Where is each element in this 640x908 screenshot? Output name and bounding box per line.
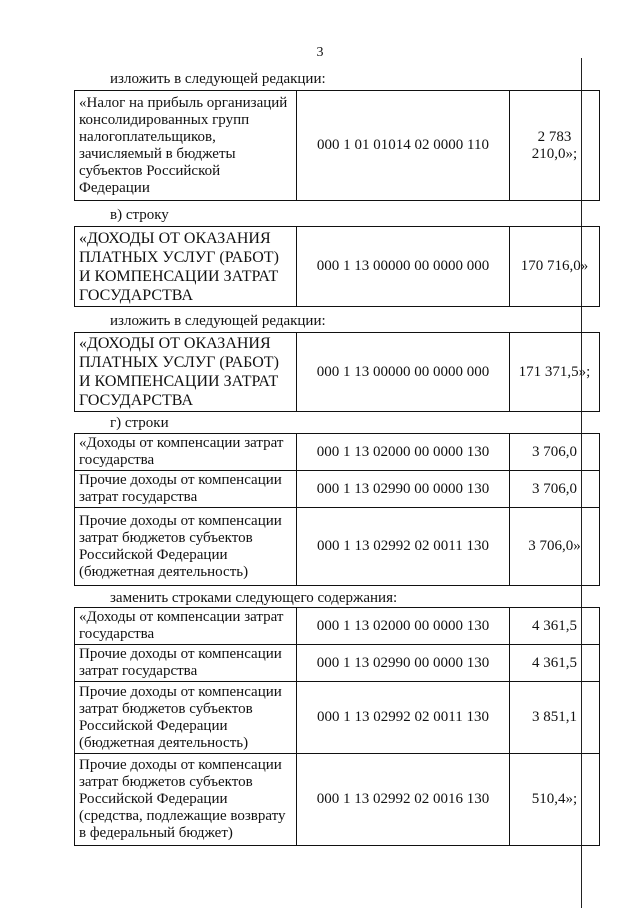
row-value: 4 361,5 xyxy=(510,608,600,645)
row-value: 171 371,5»; xyxy=(510,333,600,412)
row-name: Прочие доходы от компенсации затрат государства xyxy=(75,645,297,682)
row-name: «ДОХОДЫ ОТ ОКАЗАНИЯ ПЛАТНЫХ УСЛУГ (РАБОТ) И КОМПЕНСАЦИИ ЗАТРАТ ГОСУДАРСТВА xyxy=(75,333,297,412)
revenue-table xyxy=(74,607,600,846)
page-number: 3 xyxy=(316,45,324,60)
row-value: 3 706,0 xyxy=(510,434,600,471)
row-value: 510,4»; xyxy=(510,754,600,846)
revenue-table xyxy=(74,433,600,586)
revenue-table xyxy=(74,90,600,201)
row-name: «Доходы от компенсации затрат государства xyxy=(75,608,297,645)
table-row xyxy=(75,91,600,201)
row-value: 4 361,5 xyxy=(510,645,600,682)
row-name: Прочие доходы от компенсации затрат бюджетов субъектов Российской Федерации (средства, подлежащие возврату в федеральный бюджет) xyxy=(75,754,297,846)
table-row xyxy=(75,471,600,508)
row-name: Прочие доходы от компенсации затрат бюджетов субъектов Российской Федерации (бюджетная деятельность) xyxy=(75,682,297,754)
row-name: «Налог на прибыль организаций консолидированных групп налогоплательщиков, зачисляемый в бюджеты субъектов Российской Федерации xyxy=(75,91,297,201)
revenue-table xyxy=(74,226,600,307)
table-row xyxy=(75,682,600,754)
row-code: 000 1 01 01014 02 0000 110 xyxy=(297,91,510,201)
table-row xyxy=(75,754,600,846)
row-code: 000 1 13 02992 02 0016 130 xyxy=(297,754,510,846)
row-name: «ДОХОДЫ ОТ ОКАЗАНИЯ ПЛАТНЫХ УСЛУГ (РАБОТ) И КОМПЕНСАЦИИ ЗАТРАТ ГОСУДАРСТВА xyxy=(75,227,297,307)
row-name: «Доходы от компенсации затрат государства xyxy=(75,434,297,471)
row-code: 000 1 13 02990 00 0000 130 xyxy=(297,645,510,682)
table-row xyxy=(75,508,600,586)
row-name: Прочие доходы от компенсации затрат бюджетов субъектов Российской Федерации (бюджетная деятельность) xyxy=(75,508,297,586)
row-value: 3 706,0 xyxy=(510,471,600,508)
row-value: 170 716,0» xyxy=(510,227,600,307)
row-code: 000 1 13 00000 00 0000 000 xyxy=(297,227,510,307)
row-value: 3 851,1 xyxy=(510,682,600,754)
row-value: 3 706,0» xyxy=(510,508,600,586)
table-row xyxy=(75,645,600,682)
row-code: 000 1 13 02000 00 0000 130 xyxy=(297,434,510,471)
table-row xyxy=(75,333,600,412)
section-intro: изложить в следующей редакции: xyxy=(110,313,326,329)
row-value: 2 783 210,0»; xyxy=(510,91,600,201)
row-code: 000 1 13 02992 02 0011 130 xyxy=(297,682,510,754)
section-intro: г) строки xyxy=(110,415,169,431)
row-code: 000 1 13 02990 00 0000 130 xyxy=(297,471,510,508)
revenue-table xyxy=(74,332,600,412)
section-intro: изложить в следующей редакции: xyxy=(110,71,326,87)
row-code: 000 1 13 00000 00 0000 000 xyxy=(297,333,510,412)
table-row xyxy=(75,608,600,645)
section-intro: в) строку xyxy=(110,207,169,223)
table-row xyxy=(75,227,600,307)
row-code: 000 1 13 02992 02 0011 130 xyxy=(297,508,510,586)
row-code: 000 1 13 02000 00 0000 130 xyxy=(297,608,510,645)
section-intro: заменить строками следующего содержания: xyxy=(110,590,398,606)
table-row xyxy=(75,434,600,471)
row-name: Прочие доходы от компенсации затрат государства xyxy=(75,471,297,508)
